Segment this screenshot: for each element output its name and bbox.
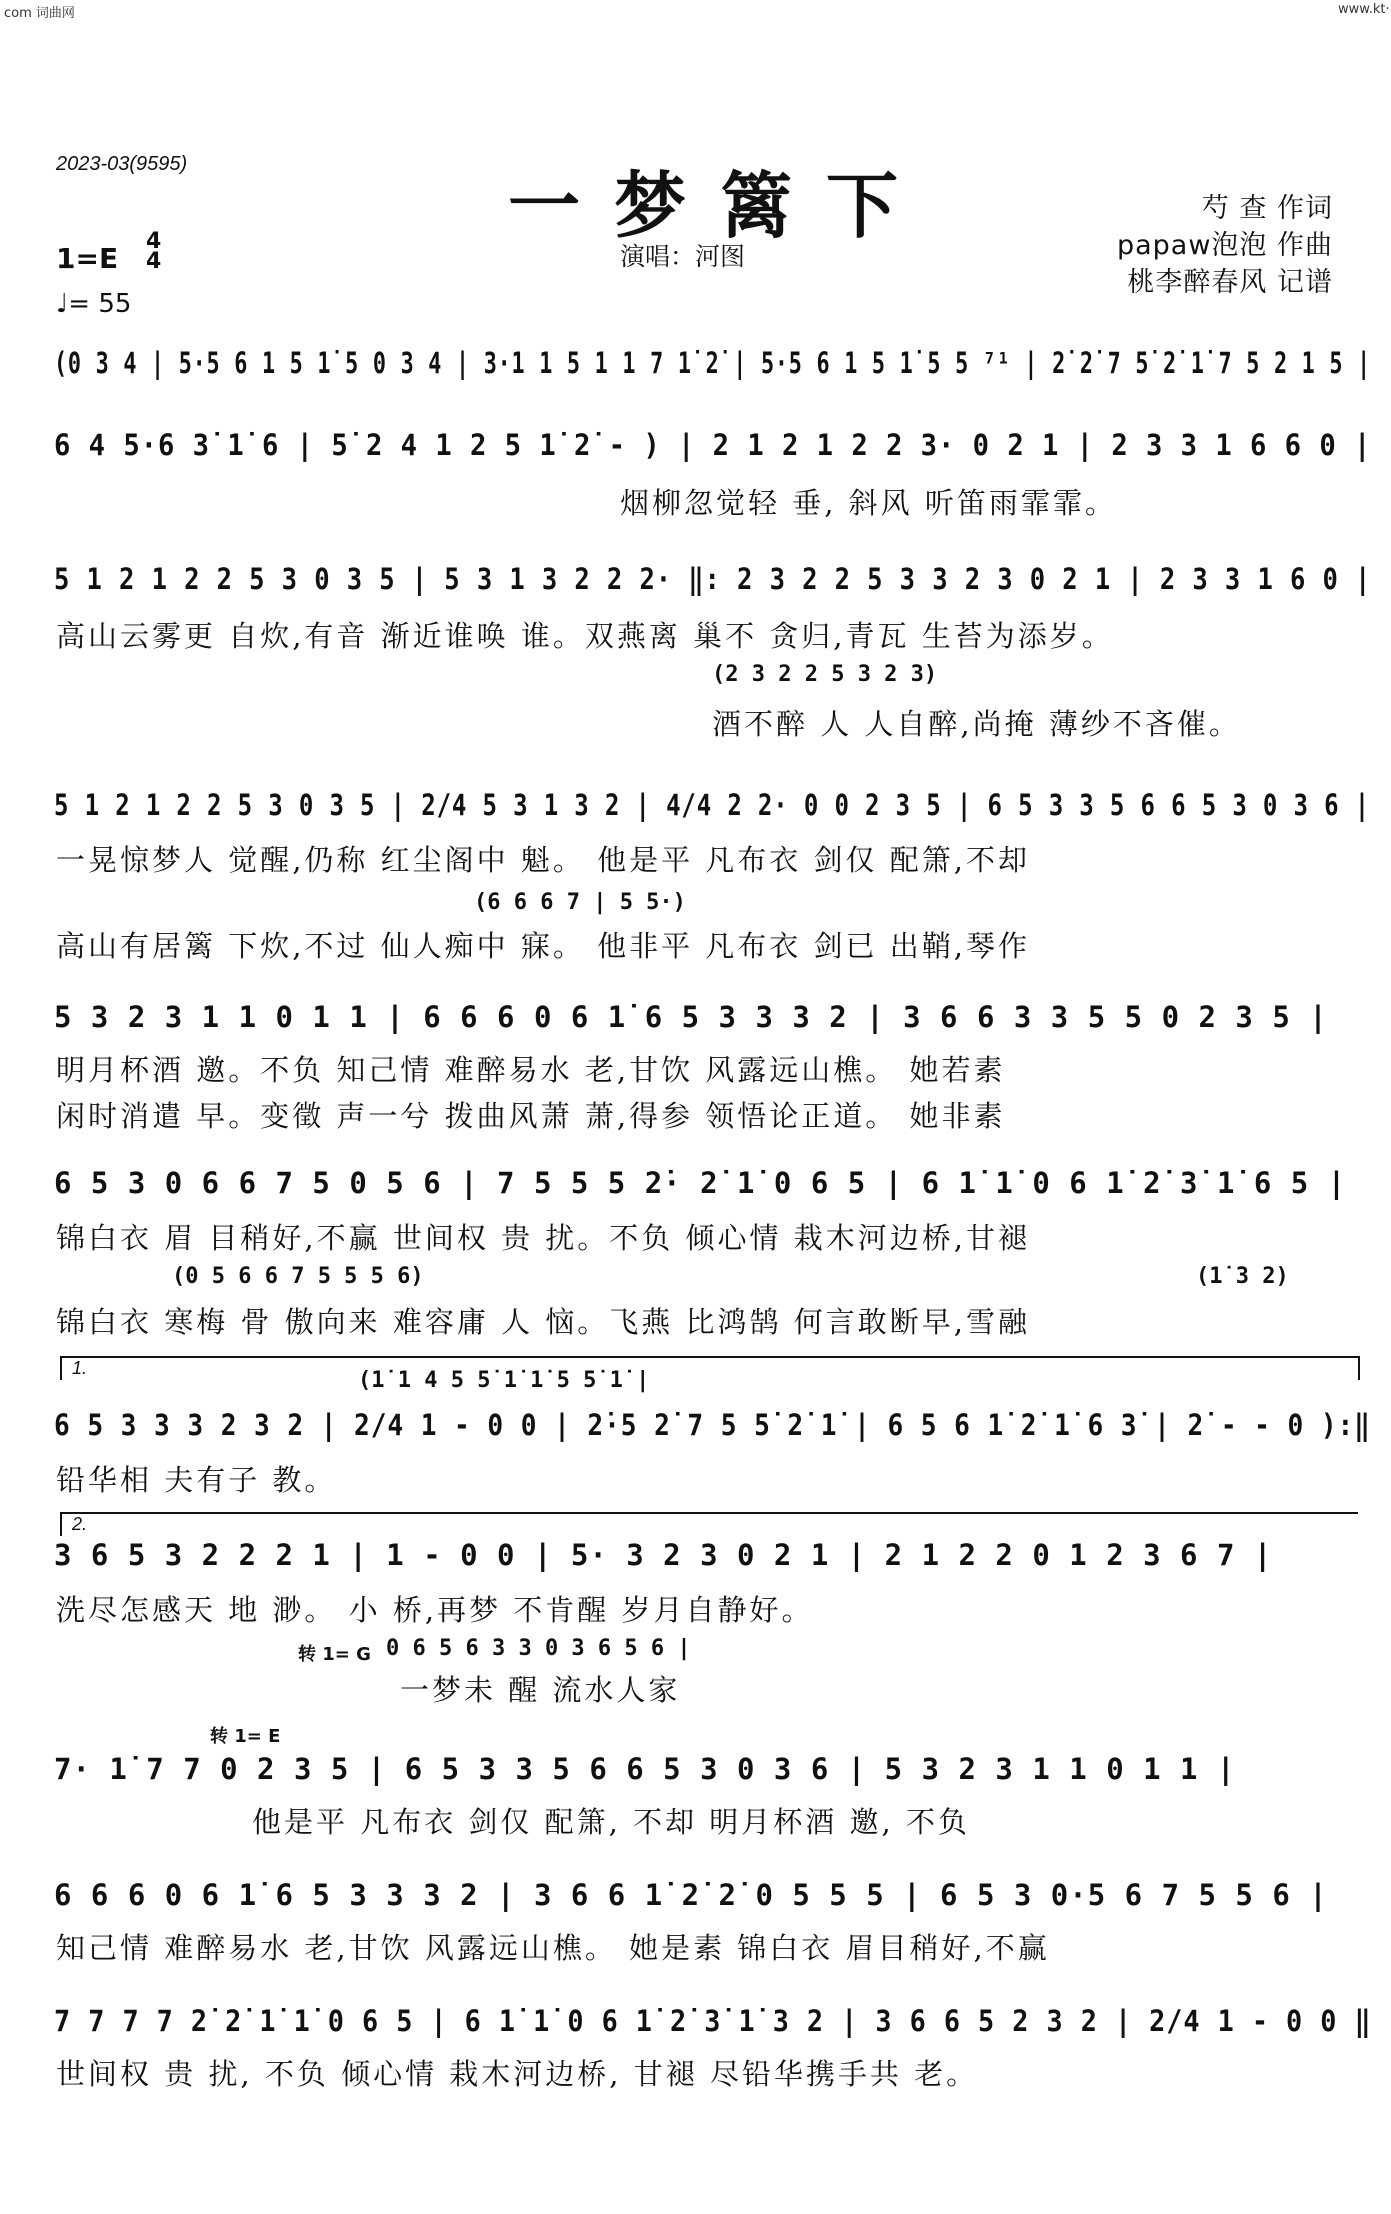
key-signature: 1=E (56, 242, 119, 275)
score-line-7-notes: 6 5 3 3 3 2 3 2 | 2/4 1 - 0 0 | 2̇·5 2̇ 7 5 5̇ 2̇ 1̇ | 6 5 6 1̇ 2̇ 1̇ 6 3̇ | 2̇ - - 0 ):‖ (54, 1408, 1371, 1442)
score-line-7-lyric: 铅华相 夫有子 教。 (56, 1463, 337, 1497)
tempo-marking: ♩= 55 (56, 289, 132, 319)
song-title: 一梦篱下 (508, 163, 933, 248)
score-line-5-lyric: 明月杯酒 邀。不负 知己情 难醉易水 老,甘饮 风露远山樵。 她若素 (56, 1053, 1006, 1087)
singer-credit: 演唱：河图 (620, 242, 746, 271)
score-line-9-notes: 7· 1̇ 7 7 0 2 3 5 | 6 5 3 3 5 6 6 5 3 0 3 6 | 5 3 2 3 1 1 0 1 1 | (54, 1752, 1236, 1786)
score-line-6-lyric: 锦白衣 眉 目稍好,不赢 世间权 贵 扰。不负 倾心情 栽木河边桥,甘褪 (56, 1221, 1030, 1255)
score-line-11-notes: 7 7 7 7 2̇ 2̇ 1̇ 1̇ 0 6 5 | 6 1̇ 1̇ 0 6 1̇ 2̇ 3̇ 1̇ 3 2 | 3 6 6 5 2 3 2 | 2/4 1 - 0 0 ‖ (54, 2004, 1372, 2038)
time-signature (146, 229, 162, 274)
transcriber-credit: 桃李醉春风 记谱 (1127, 267, 1333, 298)
score-line-4-notes: 5 1 2 1 2 2 5 3 0 3 5 | 2/4 5 3 1 3 2 | 4/4 2 2· 0 0 2 3 5 | 6 5 3 3 5 6 6 5 3 0 3 6 | (54, 788, 1371, 822)
site-mark-left: com 词曲网 (4, 6, 75, 21)
score-line-10-lyric: 知己情 难醉易水 老,甘饮 风露远山樵。 她是素 锦白衣 眉目稍好,不赢 (56, 1931, 1050, 1965)
score-line-6-alt-lyric: 锦白衣 寒梅 骨 傲向来 难容庸 人 恼。飞燕 比鸿鹄 何言敢断早,雪融 (56, 1305, 1030, 1339)
score-line-3-alt-notes: (2 3 2 2 5 3 2 3) (712, 662, 938, 687)
time-signature-bottom: 4 (146, 249, 162, 274)
score-line-6-notes: 6 5 3 0 6 6 7 5 0 5 6 | 7 5 5 5 2̇· 2̇ 1̇ 0 6 5 | 6 1̇ 1̇ 0 6 1̇ 2̇ 3̇ 1̇ 6 5 | (54, 1166, 1347, 1200)
modulation-to-e: 转 1= E (210, 1726, 281, 1747)
score-line-1-notes: (0 3 4 | 5·5 6 1 5 1̇ 5 0 3 4 | 3·1 1 5 1 1 7 1̇ 2̇ | 5·5 6 1 5 1̇ 5 5 ⁷¹ | 2̇ 2̇ 7 5̇ 2̇ 1̇ 7 5 2 1 5 | (54, 346, 1371, 380)
score-line-8-lyric: 洗尽怎感天 地 渺。 小 桥,再梦 不肯醒 岁月自静好。 (56, 1593, 814, 1627)
score-line-8-alt-notes: 0 6 5 6 3 3 0 3 6 5 6 | (386, 1636, 691, 1661)
composer-credit: papaw泡泡 作曲 (1116, 230, 1333, 261)
credits-block (1117, 190, 1333, 301)
score-line-6-alt-notes: (0 5 6 6 7 5 5 5 6) (172, 1264, 424, 1289)
lyricist-credit: 芍 查 作词 (1201, 193, 1333, 224)
time-signature-top: 4 (146, 229, 162, 254)
serial-number: 2023-03(9595) (56, 153, 188, 175)
site-mark-right: www.kt· (1338, 2, 1390, 17)
score-line-3-lyric: 高山云雾更 自炊,有音 渐近谁唤 谁。双燕离 巢不 贪归,青瓦 生苔为添岁。 (56, 619, 1114, 653)
volta-2-label: 2. (72, 1514, 88, 1534)
score-line-5-notes: 5 3 2 3 1 1 0 1 1 | 6 6 6 0 6 1̇ 6 5 3 3 3 2 | 3 6 6 3 3 5 5 0 2 3 5 | (54, 1000, 1328, 1034)
volta-2-bracket (60, 1512, 1358, 1536)
score-line-8-alt-lyric: 一梦未 醒 流水人家 (400, 1673, 681, 1707)
score-line-8-notes: 3 6 5 3 2 2 2 1 | 1 - 0 0 | 5· 3 2 3 0 2 1 | 2 1 2 2 0 1 2 3 6 7 | (54, 1538, 1273, 1572)
score-line-3-alt-lyric: 酒不醉 人 人自醉,尚掩 薄纱不吝催。 (712, 707, 1241, 741)
score-line-3-notes: 5 1 2 1 2 2 5 3 0 3 5 | 5 3 1 3 2 2 2· ‖: 2 3 2 2 5 3 3 2 3 0 2 1 | 2 3 3 1 6 0 | (54, 562, 1372, 596)
score-line-4-lyric: 一晃惊梦人 觉醒,仍称 红尘阁中 魁。 他是平 凡布衣 剑仅 配箫,不却 (56, 843, 1030, 877)
score-line-6-alt-notes-2: (1̇ 3 2) (1196, 1264, 1289, 1289)
score-line-5-lyric-2: 闲时消遣 早。变徵 声一兮 拨曲风萧 萧,得参 领悟论正道。 她非素 (56, 1099, 1006, 1133)
score-line-2-notes: 6 4 5·6 3̇ 1̇ 6 | 5̇ 2 4 1 2 5 1̇ 2̇ - ) | 2 1 2 1 2 2 3· 0 2 1 | 2 3 3 1 6 6 0 | (54, 428, 1372, 462)
score-line-7-alt-notes: (1̇ 1 4 5 5̇ 1̇ 1̇ 5 5̇ 1̇ | (358, 1368, 650, 1393)
score-line-2-lyric: 烟柳忽觉轻 垂, 斜风 听笛雨霏霏。 (620, 486, 1117, 520)
modulation-to-g: 转 1= G (298, 1644, 371, 1665)
volta-1-label: 1. (72, 1358, 88, 1378)
score-line-10-notes: 6 6 6 0 6 1̇ 6 5 3 3 3 2 | 3 6 6 1̇ 2̇ 2̇ 0 5 5 5 | 6 5 3 0·5 6 7 5 5 6 | (54, 1878, 1328, 1912)
score-line-11-lyric: 世间权 贵 扰, 不负 倾心情 栽木河边桥, 甘褪 尽铅华携手共 老。 (56, 2057, 979, 2091)
score-line-4-alt-notes: (6 6 6 7 | 5 5·) (474, 890, 686, 915)
score-line-4-alt-lyric: 高山有居篱 下炊,不过 仙人痴中 寐。 他非平 凡布衣 剑已 出鞘,琴作 (56, 929, 1030, 963)
score-line-9-lyric: 他是平 凡布衣 剑仅 配箫, 不却 明月杯酒 邀, 不负 (252, 1805, 970, 1839)
volta-1-bracket (60, 1356, 1360, 1380)
